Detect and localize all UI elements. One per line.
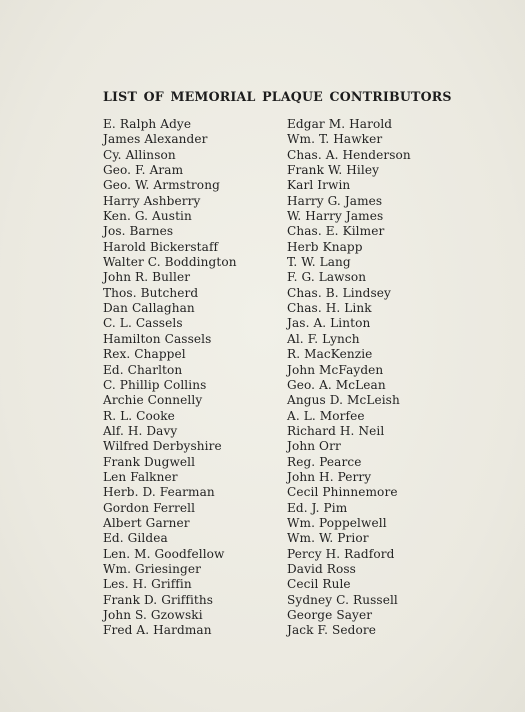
- contributor-name: C. L. Cassels: [103, 316, 183, 331]
- contributor-name: Chas. H. Link: [287, 301, 372, 316]
- contributor-name: David Ross: [287, 561, 356, 576]
- contributor-name: Hamilton Cassels: [103, 331, 212, 346]
- contributor-name: Les. H. Griffin: [103, 577, 192, 592]
- contributor-name: Ken. G. Austin: [103, 209, 192, 224]
- contributor-name: John H. Perry: [287, 469, 372, 484]
- contributor-name: Wm. Griesinger: [103, 561, 201, 576]
- contributor-name: R. L. Cooke: [103, 408, 175, 423]
- contributor-name: Karl Irwin: [287, 178, 351, 193]
- contributor-name: John R. Buller: [103, 270, 191, 285]
- contributor-name: Jack F. Sedore: [287, 623, 377, 638]
- contributor-name: Len Falkner: [103, 469, 178, 484]
- contributor-name: Reg. Pearce: [287, 454, 362, 469]
- contributor-name: T. W. Lang: [287, 255, 351, 270]
- contributors-list-right: [287, 117, 411, 639]
- contributor-name: John McFayden: [287, 362, 384, 377]
- contributor-name: Wm. T. Hawker: [287, 132, 383, 147]
- contributor-name: Wilfred Derbyshire: [103, 439, 222, 454]
- contributor-name: Alf. H. Davy: [103, 423, 178, 438]
- contributor-name: Harold Bickerstaff: [103, 239, 219, 254]
- contributor-name: George Sayer: [287, 608, 373, 622]
- contributor-name: F. G. Lawson: [287, 270, 367, 285]
- contributor-name: Wm. Poppelwell: [287, 515, 387, 530]
- contributor-name: Al. F. Lynch: [287, 331, 360, 346]
- contributor-name: Archie Connelly: [103, 393, 203, 408]
- contributor-name: R. MacKenzie: [287, 347, 373, 362]
- contributor-name: Thos. Butcherd: [103, 285, 199, 300]
- contributor-name: Frank W. Hiley: [287, 163, 380, 178]
- contributor-name: Richard H. Neil: [287, 423, 385, 438]
- contributor-name: Sydney C. Russell: [287, 592, 398, 607]
- contributor-name: Geo. F. Aram: [103, 163, 184, 178]
- contributor-name: Gordon Ferrell: [103, 500, 196, 515]
- contributor-name: Geo. A. McLean: [287, 377, 386, 392]
- contributor-name: Edgar M. Harold: [287, 117, 393, 131]
- contributor-name: Fred A. Hardman: [103, 623, 212, 638]
- page-title: LIST OF MEMORIAL PLAQUE CONTRIBUTORS: [103, 89, 452, 104]
- contributor-name: W. Harry James: [287, 209, 384, 224]
- contributor-name: John Orr: [287, 439, 341, 454]
- contributor-name: A. L. Morfee: [287, 408, 365, 423]
- contributor-name: Ed. Charlton: [103, 362, 183, 377]
- contributor-name: Jas. A. Linton: [287, 316, 371, 331]
- contributor-name: Herb Knapp: [287, 239, 363, 254]
- contributor-name: C. Phillip Collins: [103, 377, 207, 392]
- contributor-name: Jos. Barnes: [103, 224, 174, 239]
- contributor-name: James Alexander: [103, 132, 208, 147]
- contributor-name: Angus D. McLeish: [287, 393, 400, 408]
- contributors-list-left: [103, 117, 237, 639]
- contributor-name: Dan Callaghan: [103, 301, 195, 316]
- contributor-name: Rex. Chappel: [103, 347, 186, 362]
- contributor-name: Chas. E. Kilmer: [287, 224, 385, 239]
- contributor-name: Ed. Gildea: [103, 531, 168, 546]
- contributor-name: Cecil Rule: [287, 577, 351, 592]
- contributor-name: Frank D. Griffiths: [103, 592, 214, 607]
- contributor-name: Percy H. Radford: [287, 546, 395, 561]
- contributor-name: Harry Ashberry: [103, 193, 201, 208]
- contributor-name: Len. M. Goodfellow: [103, 546, 225, 561]
- contributor-name: Chas. B. Lindsey: [287, 285, 391, 300]
- contributor-name: Wm. W. Prior: [287, 531, 369, 546]
- contributor-name: Chas. A. Henderson: [287, 147, 411, 162]
- contributor-name: John S. Gzowski: [103, 608, 203, 622]
- contributor-name: Herb. D. Fearman: [103, 485, 215, 500]
- contributor-name: E. Ralph Adye: [103, 117, 192, 131]
- contributor-name: Harry G. James: [287, 193, 383, 208]
- contributor-name: Ed. J. Pim: [287, 500, 348, 515]
- contributor-name: Walter C. Boddington: [103, 255, 237, 270]
- contributor-name: Cecil Phinnemore: [287, 485, 398, 500]
- contributor-name: Cy. Allinson: [103, 147, 176, 162]
- contributor-name: Albert Garner: [103, 515, 190, 530]
- contributor-name: Geo. W. Armstrong: [103, 178, 220, 193]
- contributor-name: Frank Dugwell: [103, 454, 196, 469]
